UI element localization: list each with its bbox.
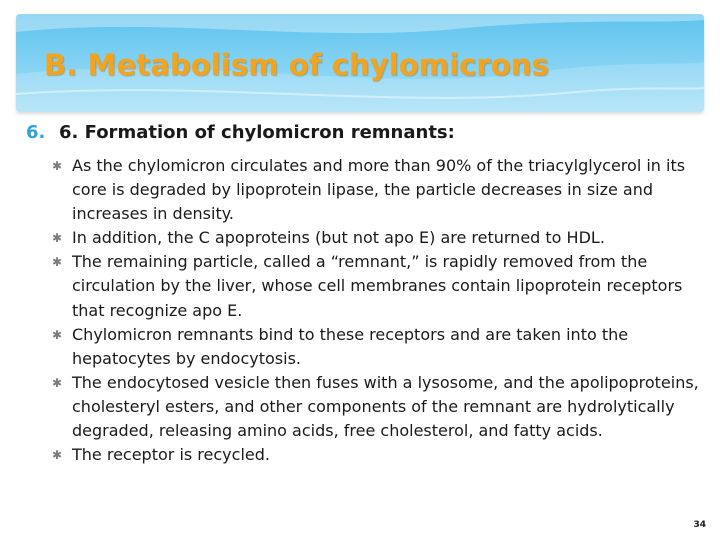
bullet-text: Chylomicron remnants bind to these receptors and are taken into the hepatocytes by endocytosis. (72, 324, 629, 368)
asterisk-bullet-icon: ✱ (52, 448, 63, 463)
slide-title: B. Metabolism of chylomicrons (44, 48, 549, 82)
section-heading-row (26, 122, 706, 143)
bullet-text: The receptor is recycled. (72, 445, 270, 465)
asterisk-bullet-icon: ✱ (52, 255, 63, 270)
bullet-text: The remaining particle, called a “remnant,” is rapidly removed from the circulation by the liver, whose cell membranes contain lipoprotein receptors that recognize apo E. (72, 252, 683, 320)
bullet-text: The endocytosed vesicle then fuses with a lysosome, and the apolipoproteins, cholesteryl esters, and other components of the remnant are hydrolytically degraded, releasing amino acids, free cholesterol, and fatty acids. (72, 372, 699, 441)
page-number: 34 (693, 520, 706, 530)
bullet-item (52, 154, 702, 226)
bullet-text: As the chylomicron circulates and more than 90% of the triacylglycerol in its core is degraded by lipoprotein lipase, the particle decreases in size and increases in density. (72, 156, 686, 224)
bullet-item (52, 323, 702, 371)
bullet-item (52, 250, 702, 322)
asterisk-bullet-icon: ✱ (52, 327, 63, 342)
bullet-text: In addition, the C apoproteins (but not apo E) are returned to HDL. (72, 228, 605, 248)
asterisk-bullet-icon: ✱ (52, 231, 63, 246)
bullet-list (52, 154, 702, 467)
section-heading: 6. Formation of chylomicron remnants: (59, 122, 455, 143)
section-number: 6. (26, 122, 46, 143)
asterisk-bullet-icon: ✱ (52, 159, 63, 173)
asterisk-bullet-icon: ✱ (52, 375, 63, 390)
bullet-item (52, 443, 702, 467)
bullet-item (52, 371, 702, 443)
bullet-item (52, 226, 702, 250)
